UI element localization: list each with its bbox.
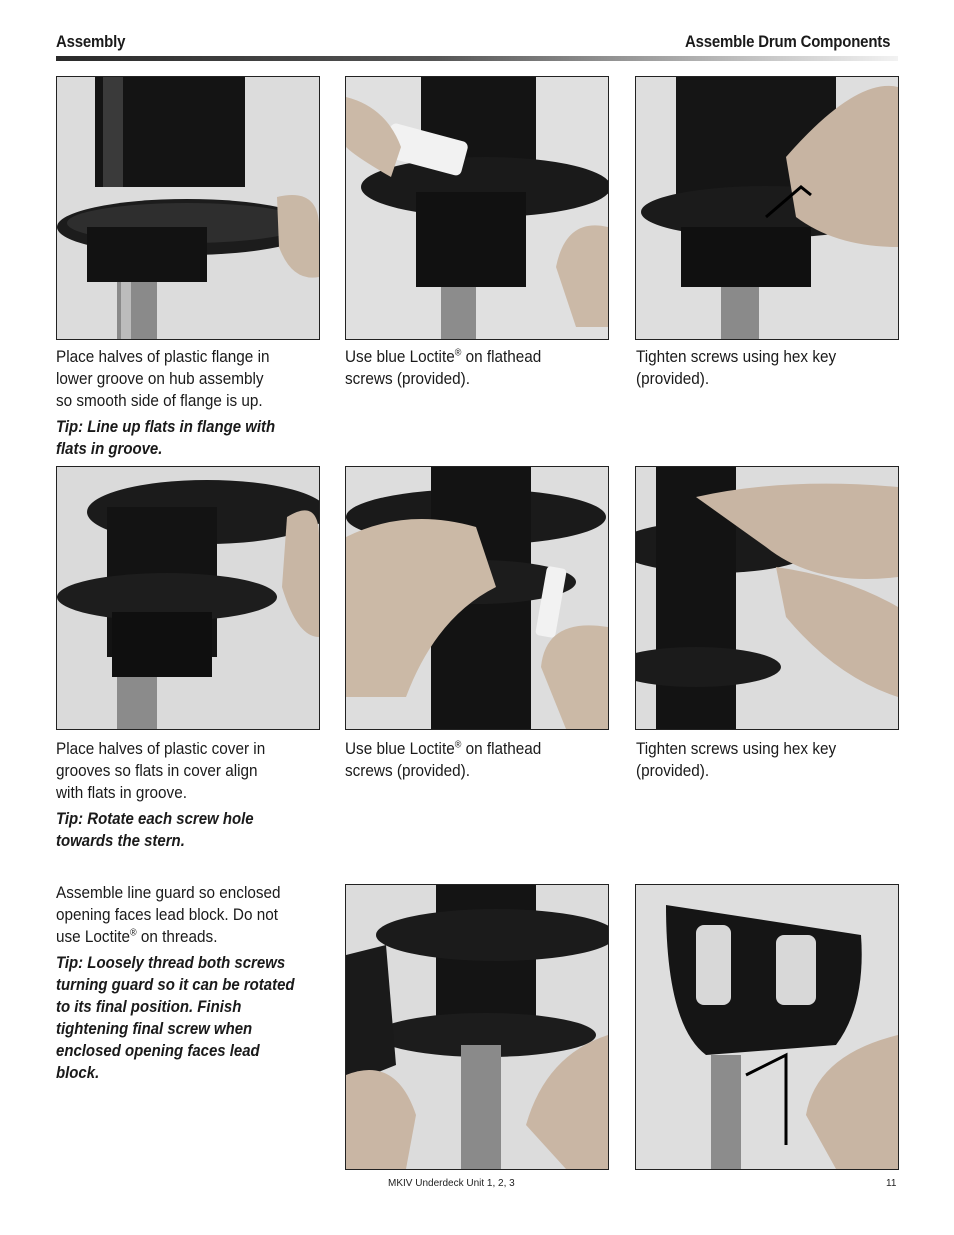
footer-doc-name: MKIV Underdeck Unit 1, 2, 3 — [388, 1178, 515, 1189]
step-7-caption — [56, 882, 281, 948]
step-1-tip — [56, 416, 275, 460]
caption-line: Place halves of plastic cover in — [56, 739, 266, 758]
tip-line: Tip: Loosely thread both screws — [56, 953, 286, 972]
photo-loctite-cover — [345, 466, 609, 730]
caption-line: screws (provided). — [345, 369, 470, 388]
caption-line: opening faces lead block. Do not — [56, 905, 279, 924]
page-title: Assemble Drum Components — [684, 32, 890, 51]
tip-line: flats in groove. — [56, 439, 163, 458]
tip-line: Tip: Line up flats in flange with — [56, 417, 276, 436]
registered-mark: ® — [454, 347, 462, 359]
caption-text: on threads. — [136, 927, 218, 946]
caption-line: Tighten screws using hex key — [636, 347, 837, 366]
step-6-caption — [636, 738, 836, 782]
tip-line: turning guard so it can be rotated — [56, 975, 295, 994]
step-2-caption — [345, 346, 541, 390]
section-label: Assembly — [56, 32, 126, 51]
footer-page-number: 11 — [886, 1178, 897, 1189]
caption-text: on flathead — [461, 347, 542, 366]
step-7-tip — [56, 952, 295, 1084]
step-1-caption — [56, 346, 269, 412]
tip-line: towards the stern. — [56, 831, 185, 850]
caption-line: (provided). — [636, 761, 710, 780]
caption-line: (provided). — [636, 369, 710, 388]
caption-text: on flathead — [461, 739, 542, 758]
caption-line: Place halves of plastic flange in — [56, 347, 270, 366]
caption-line: screws (provided). — [345, 761, 470, 780]
photo-hexkey-cover — [635, 466, 899, 730]
tip-line: block. — [56, 1063, 100, 1082]
caption-line: so smooth side of flange is up. — [56, 391, 263, 410]
caption-line: lower groove on hub assembly — [56, 369, 264, 388]
step-4-caption — [56, 738, 265, 804]
photo-line-guard — [345, 884, 609, 1170]
tip-line: enclosed opening faces lead — [56, 1041, 260, 1060]
tip-line: tightening final screw when — [56, 1019, 253, 1038]
photo-line-guard-tighten — [635, 884, 899, 1170]
step-3-caption — [636, 346, 836, 390]
photo-cover-halves — [56, 466, 320, 730]
caption-text: Use blue Loctite — [345, 347, 455, 366]
tip-line: Tip: Rotate each screw hole — [56, 809, 254, 828]
caption-line: grooves so flats in cover align — [56, 761, 258, 780]
registered-mark: ® — [454, 739, 462, 751]
step-5-caption — [345, 738, 541, 782]
registered-mark: ® — [130, 927, 137, 939]
caption-line: with flats in groove. — [56, 783, 187, 802]
photo-loctite-flange — [345, 76, 609, 340]
caption-line: Assemble line guard so enclosed — [56, 883, 281, 902]
photo-hexkey-flange — [635, 76, 899, 340]
photo-flange-halves — [56, 76, 320, 340]
caption-text: use Loctite — [56, 927, 131, 946]
header-rule — [56, 56, 898, 61]
step-4-tip — [56, 808, 254, 852]
caption-line: Tighten screws using hex key — [636, 739, 837, 758]
tip-line: to its final position. Finish — [56, 997, 242, 1016]
caption-text: Use blue Loctite — [345, 739, 455, 758]
